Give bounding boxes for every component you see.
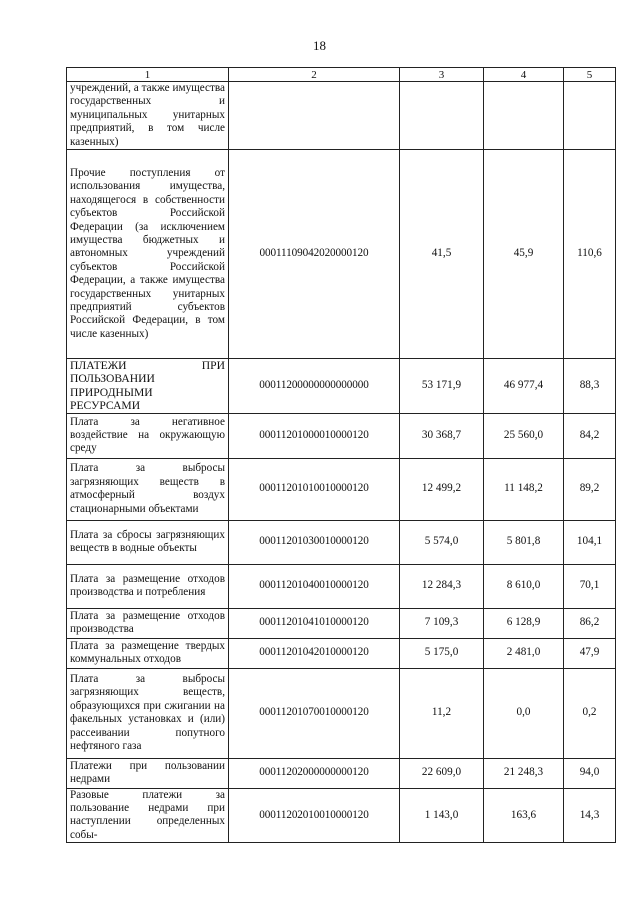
table-row bbox=[67, 788, 616, 843]
column-header: 1 bbox=[67, 68, 229, 82]
row-code: 00011201041010000120 bbox=[229, 608, 400, 638]
row-value-col4: 11 148,2 bbox=[484, 458, 564, 520]
row-value-col5: 88,3 bbox=[564, 359, 616, 414]
row-code: 00011201000010000120 bbox=[229, 413, 400, 458]
table-row bbox=[67, 758, 616, 788]
table-row bbox=[67, 564, 616, 608]
row-value-col3: 41,5 bbox=[400, 150, 484, 359]
table-row bbox=[67, 82, 616, 150]
row-code: 00011202000000000120 bbox=[229, 758, 400, 788]
row-value-col5: 70,1 bbox=[564, 564, 616, 608]
row-value-col3: 5 175,0 bbox=[400, 638, 484, 668]
row-value-col3: 11,2 bbox=[400, 668, 484, 758]
row-name: Плата за сбросы загрязняющих веществ в водные объекты bbox=[67, 520, 229, 564]
table-header-row bbox=[67, 68, 616, 82]
row-value-col5: 110,6 bbox=[564, 150, 616, 359]
row-name: Плата за размещение отходов производства bbox=[67, 608, 229, 638]
table-row bbox=[67, 458, 616, 520]
page-number: 18 bbox=[313, 38, 326, 53]
row-code: 00011200000000000000 bbox=[229, 359, 400, 414]
row-name: Плата за выбросы загрязняющих веществ, образующихся при сжигании на факельных установках и (или) рассеивании попутного нефтяного газа bbox=[67, 668, 229, 758]
row-value-col3 bbox=[400, 82, 484, 150]
column-header: 3 bbox=[400, 68, 484, 82]
table-row bbox=[67, 668, 616, 758]
row-value-col5: 86,2 bbox=[564, 608, 616, 638]
row-name: ПЛАТЕЖИ ПРИ ПОЛЬЗОВАНИИ ПРИРОДНЫМИ РЕСУРСАМИ bbox=[67, 359, 229, 414]
row-value-col3: 53 171,9 bbox=[400, 359, 484, 414]
table-row bbox=[67, 150, 616, 359]
row-name: Плата за негативное воздействие на окружающую среду bbox=[67, 413, 229, 458]
row-code: 00011109042020000120 bbox=[229, 150, 400, 359]
row-value-col3: 30 368,7 bbox=[400, 413, 484, 458]
row-value-col3: 12 284,3 bbox=[400, 564, 484, 608]
budget-table bbox=[66, 67, 616, 843]
row-name: Разовые платежи за пользование недрами при наступлении определенных собы- bbox=[67, 788, 229, 843]
row-value-col5: 84,2 bbox=[564, 413, 616, 458]
row-value-col4: 2 481,0 bbox=[484, 638, 564, 668]
row-value-col5: 104,1 bbox=[564, 520, 616, 564]
row-value-col5: 94,0 bbox=[564, 758, 616, 788]
row-code: 00011201070010000120 bbox=[229, 668, 400, 758]
row-name: Плата за выбросы загрязняющих веществ в атмосферный воздух стационарными объектами bbox=[67, 458, 229, 520]
row-name: Плата за размещение твердых коммунальных отходов bbox=[67, 638, 229, 668]
column-header: 4 bbox=[484, 68, 564, 82]
row-value-col3: 1 143,0 bbox=[400, 788, 484, 843]
table-row bbox=[67, 638, 616, 668]
table-row bbox=[67, 608, 616, 638]
table-row bbox=[67, 413, 616, 458]
row-value-col4: 25 560,0 bbox=[484, 413, 564, 458]
row-value-col3: 22 609,0 bbox=[400, 758, 484, 788]
column-header: 5 bbox=[564, 68, 616, 82]
row-name: Плата за размещение отходов производства и потребления bbox=[67, 564, 229, 608]
row-code: 00011202010010000120 bbox=[229, 788, 400, 843]
row-value-col4: 163,6 bbox=[484, 788, 564, 843]
table-row bbox=[67, 359, 616, 414]
row-value-col5: 89,2 bbox=[564, 458, 616, 520]
row-value-col4: 21 248,3 bbox=[484, 758, 564, 788]
row-name: Платежи при пользовании недрами bbox=[67, 758, 229, 788]
row-value-col4: 45,9 bbox=[484, 150, 564, 359]
row-code: 00011201010010000120 bbox=[229, 458, 400, 520]
table-row bbox=[67, 520, 616, 564]
row-value-col4: 0,0 bbox=[484, 668, 564, 758]
row-value-col5: 0,2 bbox=[564, 668, 616, 758]
row-value-col3: 7 109,3 bbox=[400, 608, 484, 638]
row-code: 00011201040010000120 bbox=[229, 564, 400, 608]
row-value-col4: 8 610,0 bbox=[484, 564, 564, 608]
row-value-col4: 5 801,8 bbox=[484, 520, 564, 564]
row-value-col4: 6 128,9 bbox=[484, 608, 564, 638]
row-value-col4: 46 977,4 bbox=[484, 359, 564, 414]
row-code bbox=[229, 82, 400, 150]
row-code: 00011201042010000120 bbox=[229, 638, 400, 668]
row-code: 00011201030010000120 bbox=[229, 520, 400, 564]
row-name: учреждений, а также имущества государственных и муниципальных унитарных предприятий, в том числе казенных) bbox=[67, 82, 229, 150]
row-value-col3: 12 499,2 bbox=[400, 458, 484, 520]
row-value-col4 bbox=[484, 82, 564, 150]
row-value-col5: 14,3 bbox=[564, 788, 616, 843]
row-value-col5 bbox=[564, 82, 616, 150]
row-value-col3: 5 574,0 bbox=[400, 520, 484, 564]
column-header: 2 bbox=[229, 68, 400, 82]
row-value-col5: 47,9 bbox=[564, 638, 616, 668]
row-name: Прочие поступления от использования имущества, находящегося в собственности субъектов Российской Федерации (за исключением имущества бюджетных и автономных учреждений субъектов Российской Федерации, а также имущества государственных унитарных предприятий субъектов Российской Федерации, в том числе казенных) bbox=[67, 150, 229, 359]
